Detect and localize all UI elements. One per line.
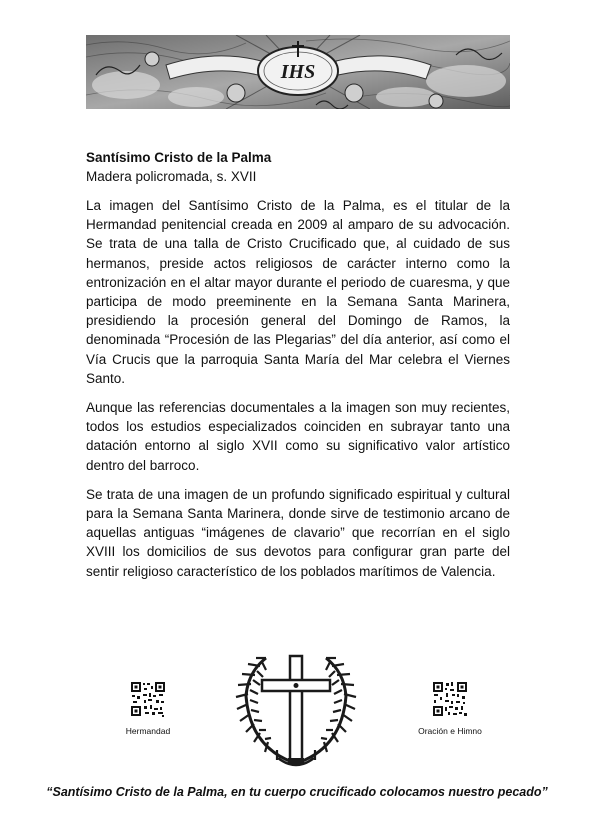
paragraph-1: La imagen del Santísimo Cristo de la Palma, es el titular de la Hermandad penitencial creada en 2009 al amparo de su advocación. Se trata de una talla de Cristo Crucificado que, al cuidado de sus hermanos, preside actos religiosos de carácter interno como la entronización en el altar mayor durante el periodo de cuaresma, y que participa de modo preeminente en la Semana Santa Marinera, presidiendo la procesión general del Domingo de Ramos, la denominada “Procesión de las Plegarias” del día anterior, así como el Vía Crucis que la parroquia Santa María del Mar celebra el Viernes Santo. — [86, 198, 510, 386]
ihs-monogram: IHS — [280, 61, 316, 83]
main-text — [86, 148, 510, 591]
cross-palm-emblem-icon — [232, 650, 360, 776]
document-subtitle: Madera policromada, s. XVII — [86, 169, 257, 184]
document-title: Santísimo Cristo de la Palma — [86, 150, 272, 165]
qr-code-icon[interactable] — [130, 681, 166, 717]
paragraph-3: Se trata de una imagen de un profundo significado espiritual y cultural para la Semana Santa Marinera, donde sirve de testimonio arcano de aquellas antiguas “imágenes de clavario” que recorrían en el siglo XVIII los domicilios de sus devotos para configurar gran parte del sentir religioso característico de los poblados marítimos de Valencia. — [86, 486, 510, 579]
ihs-cherub-banner-icon — [86, 35, 510, 109]
paragraph-2: Aunque las referencias documentales a la imagen son muy recientes, todos los estudios especializados coinciden en subrayar tanto una datación entorno al siglo XVII como su significativo valor artístico dentro del barroco. — [86, 400, 510, 473]
qr-label-oracion: Oración e Himno — [418, 726, 482, 736]
closing-quote: “Santísimo Cristo de la Palma, en tu cuerpo crucificado colocamos nuestro pecado” — [46, 785, 548, 799]
qr-code-icon[interactable] — [432, 681, 468, 717]
qr-label-hermandad: Hermandad — [125, 726, 171, 736]
